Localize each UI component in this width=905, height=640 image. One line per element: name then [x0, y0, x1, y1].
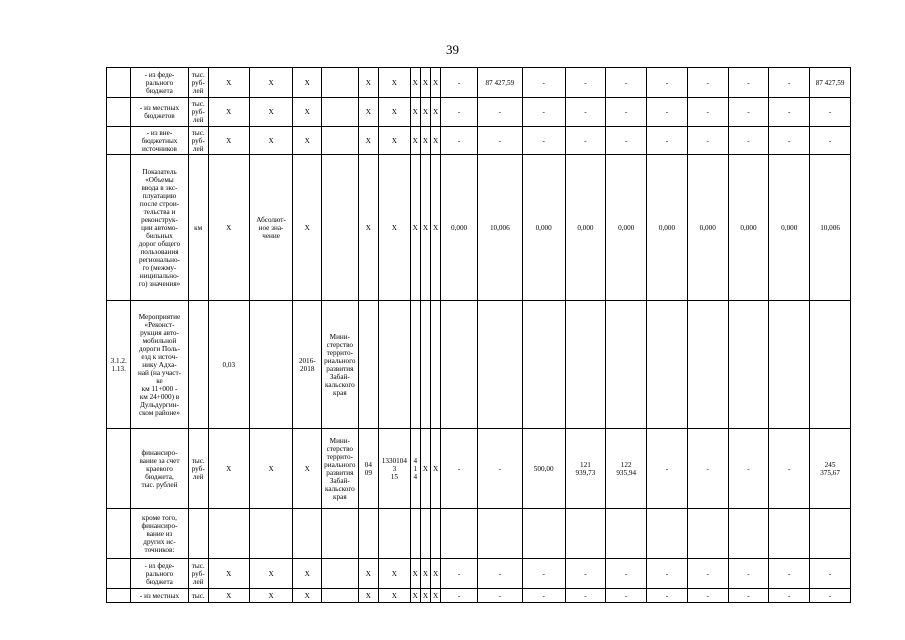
cell-value: [322, 589, 359, 603]
cell-value: -: [477, 429, 522, 509]
cell-value: X: [420, 429, 430, 509]
cell-value: [420, 509, 430, 559]
cell-value: [322, 155, 359, 301]
cell-value: -: [728, 98, 769, 127]
cell-value: -: [810, 98, 851, 127]
cell-value: -: [441, 559, 478, 589]
cell-value: X: [358, 589, 378, 603]
cell-value: [410, 509, 420, 559]
cell-unit: тыс.: [188, 589, 208, 603]
cell-value: X: [420, 68, 430, 98]
cell-value: X: [249, 98, 293, 127]
cell-value: -: [769, 429, 810, 509]
cell-value: Мини- стерство террито- риального развития Забай- кальского края: [322, 301, 359, 429]
cell-unit: тыс. руб- лей: [188, 98, 208, 127]
cell-number: [107, 589, 131, 603]
cell-value: X: [208, 98, 249, 127]
cell-value: [322, 509, 359, 559]
table-row: [107, 589, 851, 603]
cell-value: 0,000: [606, 155, 647, 301]
cell-value: -: [810, 559, 851, 589]
cell-unit: [188, 509, 208, 559]
cell-value: X: [293, 429, 322, 509]
cell-value: [647, 301, 688, 429]
page-number: 39: [446, 42, 459, 57]
cell-value: 0,000: [769, 155, 810, 301]
cell-value: X: [431, 127, 441, 155]
cell-value: [322, 98, 359, 127]
cell-value: -: [687, 559, 728, 589]
cell-value: [565, 301, 606, 429]
cell-value: -: [441, 589, 478, 603]
cell-value: -: [441, 68, 478, 98]
cell-value: 0,000: [687, 155, 728, 301]
cell-value: [606, 509, 647, 559]
cell-value: 122 935,94: [606, 429, 647, 509]
cell-value: 04 09: [358, 429, 378, 509]
cell-value: -: [441, 98, 478, 127]
cell-value: -: [522, 127, 565, 155]
cell-value: X: [249, 559, 293, 589]
cell-value: X: [420, 127, 430, 155]
cell-value: [769, 301, 810, 429]
table-row: [107, 98, 851, 127]
cell-value: X: [379, 589, 411, 603]
cell-value: -: [565, 559, 606, 589]
cell-value: [810, 301, 851, 429]
cell-value: 2016- 2018: [293, 301, 322, 429]
cell-value: X: [431, 98, 441, 127]
cell-value: -: [522, 98, 565, 127]
cell-value: [322, 127, 359, 155]
cell-value: -: [522, 559, 565, 589]
cell-value: -: [565, 127, 606, 155]
cell-value: X: [208, 589, 249, 603]
cell-number: [107, 429, 131, 509]
cell-value: 0,000: [565, 155, 606, 301]
cell-value: X: [293, 559, 322, 589]
cell-value: -: [565, 98, 606, 127]
cell-value: -: [647, 127, 688, 155]
cell-value: [687, 509, 728, 559]
cell-value: 500,00: [522, 429, 565, 509]
cell-number: [107, 98, 131, 127]
cell-value: [441, 301, 478, 429]
cell-value: -: [728, 429, 769, 509]
cell-value: -: [687, 68, 728, 98]
cell-value: X: [293, 98, 322, 127]
cell-value: -: [687, 429, 728, 509]
table-body: [107, 68, 851, 603]
cell-value: -: [522, 589, 565, 603]
cell-value: -: [477, 127, 522, 155]
cell-value: -: [441, 429, 478, 509]
cell-value: X: [249, 589, 293, 603]
cell-value: [728, 509, 769, 559]
cell-value: -: [769, 589, 810, 603]
table-row: [107, 509, 851, 559]
cell-value: [477, 301, 522, 429]
cell-value: 245 375,67: [810, 429, 851, 509]
cell-value: X: [208, 127, 249, 155]
cell-value: -: [606, 559, 647, 589]
cell-value: -: [647, 559, 688, 589]
cell-value: [379, 301, 411, 429]
cell-number: [107, 559, 131, 589]
cell-unit: тыс. руб- лей: [188, 68, 208, 98]
cell-value: -: [728, 559, 769, 589]
cell-value: Абсолют- ное зна- чение: [249, 155, 293, 301]
cell-value: [769, 509, 810, 559]
cell-value: X: [431, 68, 441, 98]
cell-name: - из феде- рального бюджета: [131, 68, 188, 98]
cell-value: X: [431, 155, 441, 301]
cell-value: 0,03: [208, 301, 249, 429]
cell-value: -: [769, 68, 810, 98]
cell-value: X: [208, 68, 249, 98]
cell-value: -: [647, 429, 688, 509]
cell-value: 0,000: [441, 155, 478, 301]
cell-name: - из местных: [131, 589, 188, 603]
cell-value: [728, 301, 769, 429]
cell-value: -: [728, 589, 769, 603]
cell-value: -: [477, 98, 522, 127]
cell-value: X: [293, 68, 322, 98]
cell-unit: тыс. руб- лей: [188, 127, 208, 155]
table-row: [107, 155, 851, 301]
cell-value: -: [687, 98, 728, 127]
cell-value: X: [420, 559, 430, 589]
cell-value: X: [420, 589, 430, 603]
cell-value: [810, 509, 851, 559]
cell-value: -: [477, 559, 522, 589]
cell-unit: тыс. руб- лей: [188, 429, 208, 509]
cell-unit: км: [188, 155, 208, 301]
table-row: [107, 301, 851, 429]
cell-name: Показатель «Объемы ввода в экс- плуатацию после строи- тельства и реконструк- ции автомо- бильных дорог общего пользования регионально- го (межму- ниципально- го) значения»: [131, 155, 188, 301]
cell-value: [565, 509, 606, 559]
cell-value: X: [379, 155, 411, 301]
cell-value: [249, 509, 293, 559]
cell-value: 0,000: [728, 155, 769, 301]
cell-value: [358, 301, 378, 429]
cell-value: -: [769, 98, 810, 127]
cell-value: [208, 509, 249, 559]
cell-value: X: [410, 98, 420, 127]
cell-name: финансиро- вание за счет краевого бюджета, тыс. рублей: [131, 429, 188, 509]
cell-value: -: [810, 127, 851, 155]
cell-value: X: [358, 127, 378, 155]
cell-value: X: [249, 429, 293, 509]
cell-value: -: [810, 589, 851, 603]
cell-value: X: [410, 155, 420, 301]
cell-value: -: [647, 98, 688, 127]
cell-value: [358, 509, 378, 559]
cell-value: 87 427,59: [477, 68, 522, 98]
cell-value: [420, 301, 430, 429]
table-row: [107, 429, 851, 509]
cell-value: [410, 301, 420, 429]
cell-value: X: [208, 155, 249, 301]
cell-value: X: [379, 68, 411, 98]
cell-value: X: [358, 559, 378, 589]
cell-value: -: [565, 68, 606, 98]
cell-name: Мероприятие «Реконст- рукция авто- мобильной дороги Поль- езд к источ- нику Адха- най (на участ- ке км 11+000 - км 24+000) в Дульдургин- ском районе»: [131, 301, 188, 429]
cell-unit: [188, 301, 208, 429]
cell-value: [687, 301, 728, 429]
cell-value: 4 1 4: [410, 429, 420, 509]
cell-value: X: [208, 559, 249, 589]
cell-value: -: [687, 589, 728, 603]
cell-value: X: [410, 589, 420, 603]
cell-value: X: [358, 155, 378, 301]
cell-name: - из вне- бюджетных источников: [131, 127, 188, 155]
cell-value: -: [606, 68, 647, 98]
cell-number: [107, 127, 131, 155]
cell-value: X: [379, 127, 411, 155]
cell-value: X: [293, 127, 322, 155]
cell-number: [107, 509, 131, 559]
cell-value: [322, 68, 359, 98]
cell-unit: тыс. руб- лей: [188, 559, 208, 589]
cell-number: 3.1.2. 1.13.: [107, 301, 131, 429]
cell-value: -: [606, 98, 647, 127]
cell-value: 121 939,73: [565, 429, 606, 509]
table-row: [107, 68, 851, 98]
cell-value: -: [477, 589, 522, 603]
cell-value: -: [687, 127, 728, 155]
cell-value: [647, 509, 688, 559]
cell-value: -: [728, 127, 769, 155]
cell-value: [522, 509, 565, 559]
cell-value: X: [431, 589, 441, 603]
table-row: [107, 559, 851, 589]
cell-value: Мини- стерство террито- риального развития Забай- кальского края: [322, 429, 359, 509]
cell-value: X: [420, 98, 430, 127]
cell-value: X: [420, 155, 430, 301]
cell-value: 0,000: [522, 155, 565, 301]
cell-value: 13301043 15: [379, 429, 411, 509]
cell-value: -: [441, 127, 478, 155]
cell-value: [431, 301, 441, 429]
cell-value: X: [293, 155, 322, 301]
cell-value: -: [769, 127, 810, 155]
cell-name: - из феде- рального бюджета: [131, 559, 188, 589]
cell-value: -: [565, 589, 606, 603]
cell-value: X: [249, 68, 293, 98]
cell-value: -: [769, 559, 810, 589]
cell-value: X: [358, 98, 378, 127]
program-table: [106, 67, 851, 603]
cell-value: X: [358, 68, 378, 98]
cell-value: [441, 509, 478, 559]
cell-value: X: [379, 559, 411, 589]
cell-value: -: [606, 589, 647, 603]
cell-value: X: [410, 127, 420, 155]
cell-value: [522, 301, 565, 429]
cell-value: X: [293, 589, 322, 603]
cell-value: X: [410, 559, 420, 589]
cell-name: кроме того, финансиро- вание из других ис- точников:: [131, 509, 188, 559]
cell-name: - из местных бюджетов: [131, 98, 188, 127]
cell-value: [477, 509, 522, 559]
cell-value: [322, 559, 359, 589]
cell-value: X: [431, 429, 441, 509]
cell-value: [606, 301, 647, 429]
cell-value: 87 427,59: [810, 68, 851, 98]
cell-value: X: [431, 559, 441, 589]
cell-value: X: [379, 98, 411, 127]
cell-value: -: [647, 68, 688, 98]
cell-value: 10,006: [477, 155, 522, 301]
cell-value: -: [647, 589, 688, 603]
cell-value: -: [728, 68, 769, 98]
cell-value: X: [208, 429, 249, 509]
cell-value: X: [410, 68, 420, 98]
cell-value: -: [522, 68, 565, 98]
cell-value: [379, 509, 411, 559]
cell-value: [293, 509, 322, 559]
cell-value: 10,006: [810, 155, 851, 301]
cell-value: X: [249, 127, 293, 155]
cell-value: [431, 509, 441, 559]
cell-value: -: [606, 127, 647, 155]
cell-number: [107, 155, 131, 301]
cell-number: [107, 68, 131, 98]
cell-value: 0,000: [647, 155, 688, 301]
cell-value: [249, 301, 293, 429]
table-row: [107, 127, 851, 155]
